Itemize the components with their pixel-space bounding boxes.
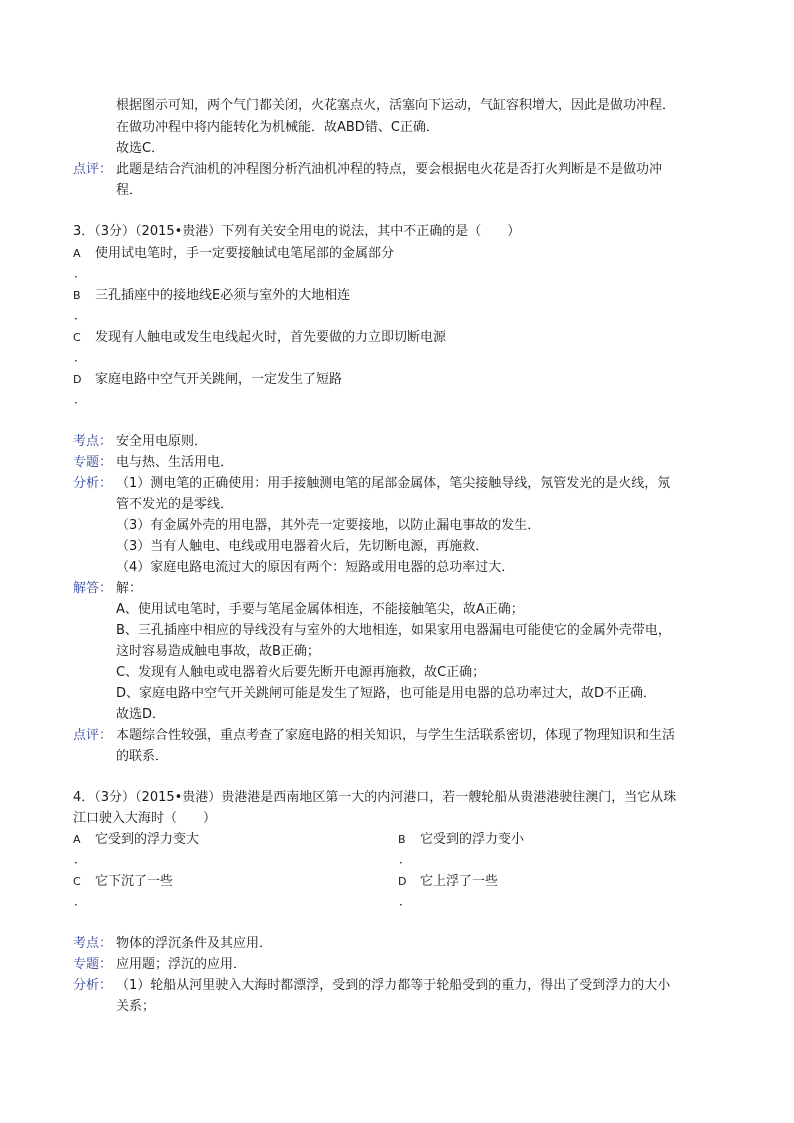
q3-jieda-line-4: 这时容易造成触电事故，故B正确； <box>116 644 320 659</box>
q4-option-d-dot: ． <box>399 894 412 908</box>
q3-option-c-text: 发现有人触电或发生电线起火时，首先要做的力立即切断电源 <box>95 330 447 345</box>
q4-zhuanti-label: 专题： <box>73 957 113 972</box>
q4-kaodian-label: 考点： <box>73 936 113 951</box>
q3-fenxi-line-1: （1）测电笔的正确使用：用手接触测电笔的尾部金属体，笔尖接触导线，氖管发光的是火线，氖 <box>116 476 671 491</box>
q3-jieda-line-1: 解： <box>116 581 143 596</box>
q4-option-a-letter: A <box>73 833 81 846</box>
q3-option-b-dot: ． <box>74 308 87 322</box>
q4-option-a-dot: ． <box>74 852 87 866</box>
q4-option-b-dot: ． <box>399 852 412 866</box>
q3-jieda-line-3: B、三孔插座中相应的导线没有与室外的大地相连，如果家用电器漏电可能使它的金属外壳带电， <box>116 623 671 638</box>
q3-jieda-line-7: 故选D． <box>116 707 166 722</box>
review-label: 点评： <box>73 162 113 177</box>
q3-dianping-line-2: 的联系． <box>116 749 169 764</box>
q3-stem: 3．（3分）（2015•贵港）下列有关安全用电的说法，其中不正确的是（ ） <box>73 224 521 239</box>
q3-jieda-line-5: C、发现有人触电或电器着火后要先断开电源再施救，故C正确； <box>116 665 486 680</box>
q3-option-a-dot: ． <box>74 266 87 280</box>
q4-option-c-letter: C <box>73 875 81 888</box>
q4-option-a-text: 它受到的浮力变大 <box>95 832 200 847</box>
q3-option-d-letter: D <box>73 373 82 386</box>
q4-fenxi-line-1: （1）轮船从河里驶入大海时都漂浮，受到的浮力都等于轮船受到的重力，得出了受到浮力的大小 <box>116 978 671 993</box>
q4-stem-line-2: 江口驶入大海时（ ） <box>73 811 217 826</box>
q3-option-b-text: 三孔插座中的接地线E必须与室外的大地相连 <box>95 288 351 303</box>
q3-zhuanti-label: 专题： <box>73 455 113 470</box>
q3-fenxi-line-5: （4）家庭电路电流过大的原因有两个：短路或用电器的总功率过大． <box>116 560 515 575</box>
q3-kaodian-text: 安全用电原则． <box>116 434 208 449</box>
q4-zhuanti-text: 应用题；浮沉的应用． <box>116 957 247 972</box>
q3-fenxi-line-4: （3）当有人触电、电线或用电器着火后，先切断电源，再施救． <box>116 539 489 554</box>
review-line-1: 此题是结合汽油机的冲程图分析汽油机冲程的特点，要会根据电火花是否打火判断是不是做功冲 <box>116 162 663 177</box>
q4-fenxi-label: 分析： <box>73 978 113 993</box>
q4-option-b-letter: B <box>398 833 406 846</box>
q4-option-d-text: 它上浮了一些 <box>420 874 499 889</box>
q3-jieda-label: 解答： <box>73 581 113 596</box>
q3-kaodian-label: 考点： <box>73 434 113 449</box>
q4-option-b-text: 它受到的浮力变小 <box>420 832 525 847</box>
q3-option-a-letter: A <box>73 247 81 260</box>
top-text-line-3: 故选C． <box>116 141 165 156</box>
q3-zhuanti-text: 电与热、生活用电． <box>116 455 234 470</box>
q3-fenxi-line-2: 管不发光的是零线． <box>116 497 234 512</box>
q3-option-c-dot: ． <box>74 350 87 364</box>
top-text-line-1: 根据图示可知，两个气门都关闭，火花塞点火，活塞向下运动，气缸容积增大，因此是做功冲程． <box>116 98 676 113</box>
q3-fenxi-line-3: （3）有金属外壳的用电器，其外壳一定要接地，以防止漏电事故的发生． <box>116 518 541 533</box>
q3-jieda-line-6: D、家庭电路中空气开关跳闸可能是发生了短路，也可能是用电器的总功率过大，故D不正确． <box>116 686 657 701</box>
q4-fenxi-line-2: 关系； <box>116 999 156 1014</box>
top-text-line-2: 在做功冲程中将内能转化为机械能．故ABD错、C正确． <box>116 120 439 135</box>
q3-option-a-text: 使用试电笔时，手一定要接触试电笔尾部的金属部分 <box>95 246 395 261</box>
q3-option-d-text: 家庭电路中空气开关跳闸，一定发生了短路 <box>95 372 343 387</box>
q4-option-d-letter: D <box>398 875 407 888</box>
q3-option-c-letter: C <box>73 331 81 344</box>
q3-dianping-label: 点评： <box>73 728 113 743</box>
q3-option-d-dot: ． <box>74 392 87 406</box>
q4-option-c-text: 它下沉了一些 <box>95 874 174 889</box>
review-line-2: 程． <box>116 183 143 198</box>
q4-option-c-dot: ． <box>74 894 87 908</box>
q3-option-b-letter: B <box>73 289 81 302</box>
q4-stem-line-1: 4．（3分）（2015•贵港）贵港港是西南地区第一大的内河港口，若一艘轮船从贵港港驶往澳门，当它从珠 <box>73 790 677 805</box>
q3-jieda-line-2: A、使用试电笔时，手要与笔尾金属体相连，不能接触笔尖，故A正确； <box>116 602 524 617</box>
q4-kaodian-text: 物体的浮沉条件及其应用． <box>116 936 273 951</box>
q3-fenxi-label: 分析： <box>73 476 113 491</box>
q3-dianping-line-1: 本题综合性较强，重点考查了家庭电路的相关知识，与学生生活联系密切，体现了物理知识和生活 <box>116 728 676 743</box>
